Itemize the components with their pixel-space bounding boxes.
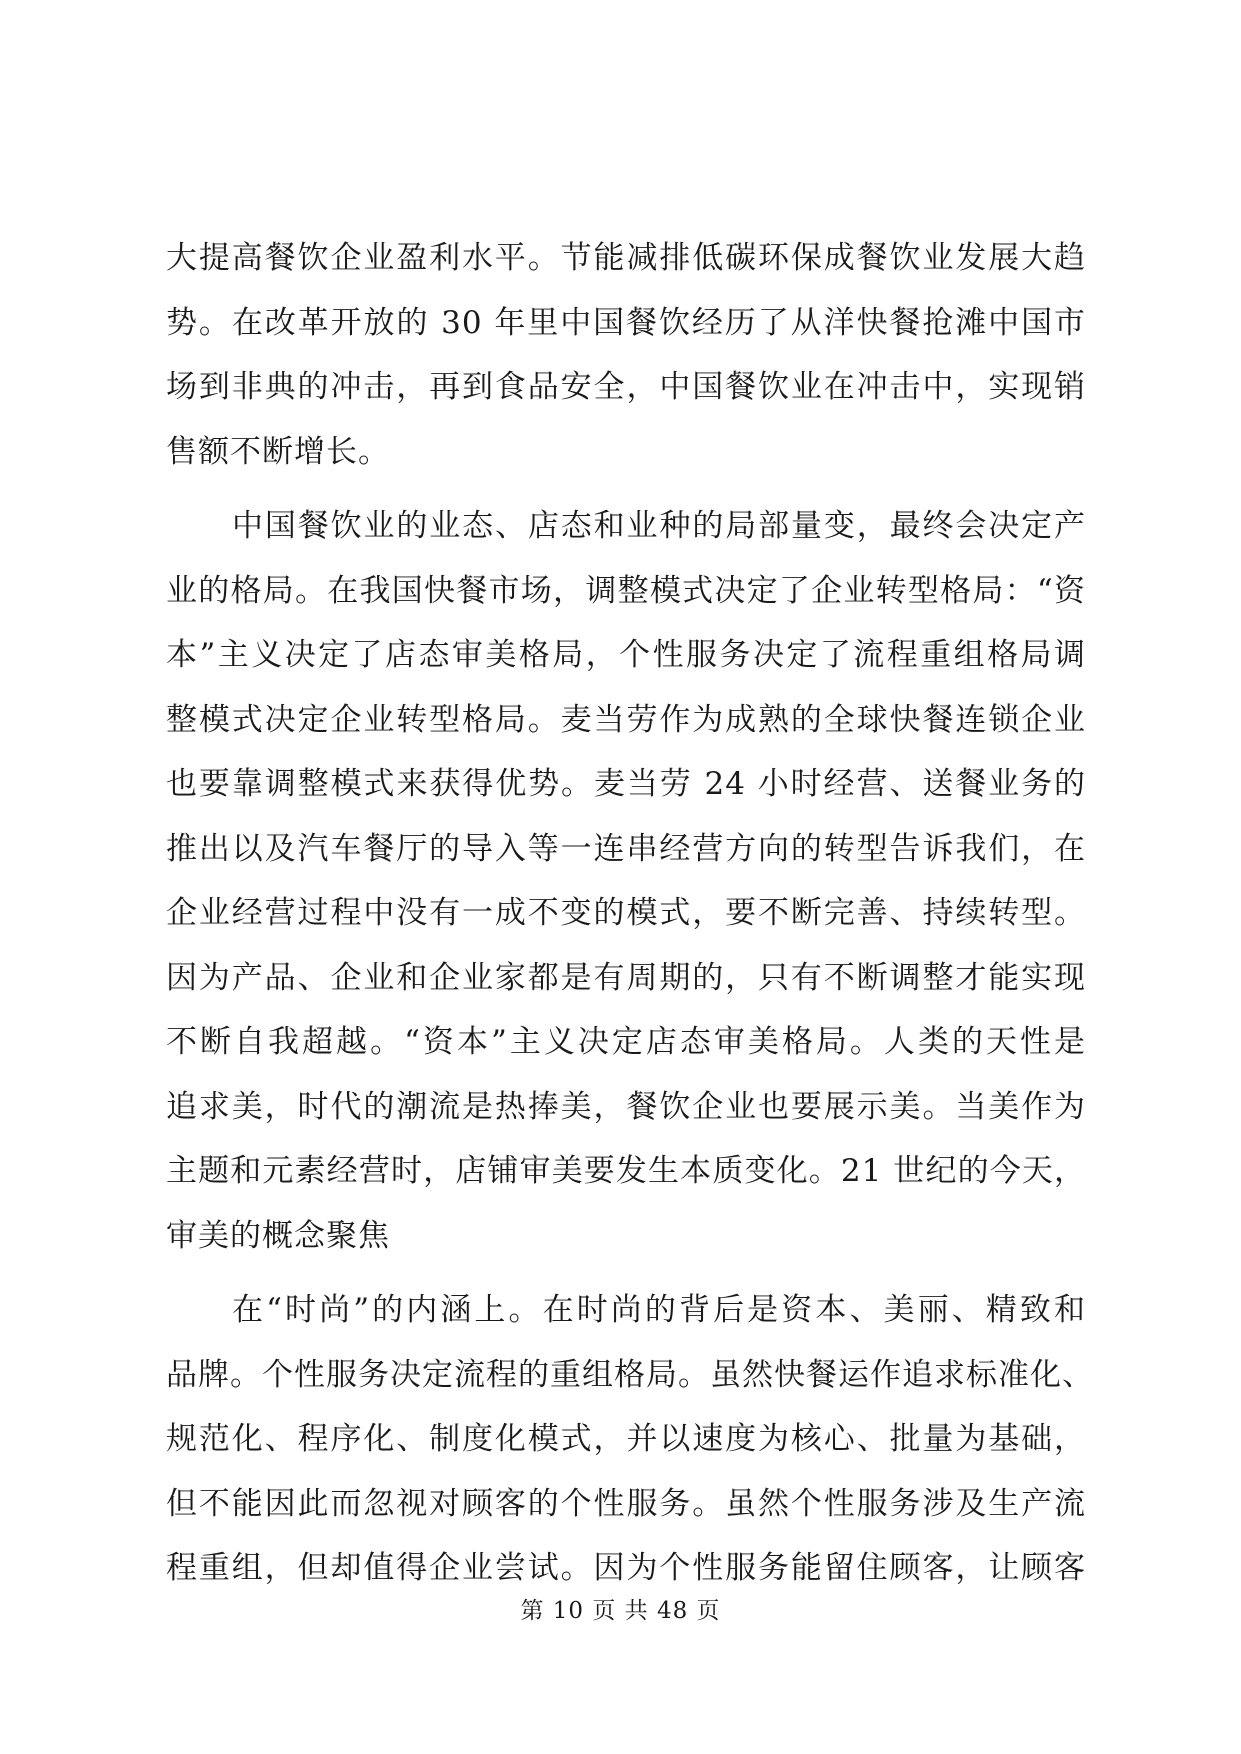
- text-line: 整模式决定企业转型格局。麦当劳作为成熟的全球快餐连锁企业: [166, 701, 1086, 738]
- text-line: 不断自我超越。“资本”主义决定店态审美格局。人类的天性是: [166, 1024, 1086, 1060]
- text-line: 中国餐饮业的业态、店态和业种的局部量变，最终会决定产: [232, 508, 1086, 544]
- text-line: 售额不断增长。: [166, 433, 390, 470]
- text-line: 程重组，但却值得企业尝试。因为个性服务能留住顾客，让顾客: [166, 1550, 1086, 1586]
- text-line: 本”主义决定了店态审美格局，个性服务决定了流程重组格局调: [166, 637, 1086, 673]
- paragraph-1: [166, 226, 1086, 484]
- text-line: 追求美，时代的潮流是热捧美，餐饮企业也要展示美。当美作为: [166, 1088, 1086, 1125]
- text-line: 审美的概念聚焦: [166, 1217, 390, 1254]
- text-line: 因为产品、企业和企业家都是有周期的，只有不断调整才能实现: [166, 959, 1086, 996]
- text-line: 主题和元素经营时，店铺审美要发生本质变化。21 世纪的今天，: [166, 1153, 1086, 1189]
- paragraph-3: [166, 1278, 1094, 1601]
- text-line: 势。在改革开放的 30 年里中国餐饮经历了从洋快餐抢滩中国市: [166, 304, 1086, 341]
- text-line: 业的格局。在我国快餐市场，调整模式决定了企业转型格局：“资: [166, 572, 1086, 609]
- text-line: 大提高餐饮企业盈利水平。节能减排低碳环保成餐饮业发展大趋: [166, 240, 1086, 276]
- paragraph-2: [166, 494, 1086, 1268]
- text-line: 企业经营过程中没有一成不变的模式，要不断完善、持续转型。: [166, 895, 1086, 931]
- text-line: 也要靠调整模式来获得优势。麦当劳 24 小时经营、送餐业务的: [166, 766, 1086, 802]
- text-line: 但不能因此而忽视对顾客的个性服务。虽然个性服务涉及生产流: [166, 1485, 1086, 1522]
- text-line: 推出以及汽车餐厅的导入等一连串经营方向的转型告诉我们，在: [166, 830, 1086, 867]
- text-line: 品牌。个性服务决定流程的重组格局。虽然快餐运作追求标准化、: [166, 1356, 1094, 1393]
- document-body: [166, 226, 1094, 1601]
- text-line: 场到非典的冲击，再到食品安全，中国餐饮业在冲击中，实现销: [166, 369, 1086, 405]
- page-number-footer: 第 10 页 共 48 页: [520, 1598, 721, 1624]
- text-line: 规范化、程序化、制度化模式，并以速度为核心、批量为基础，: [166, 1421, 1086, 1457]
- text-line: 在“时尚”的内涵上。在时尚的背后是资本、美丽、精致和: [232, 1292, 1086, 1328]
